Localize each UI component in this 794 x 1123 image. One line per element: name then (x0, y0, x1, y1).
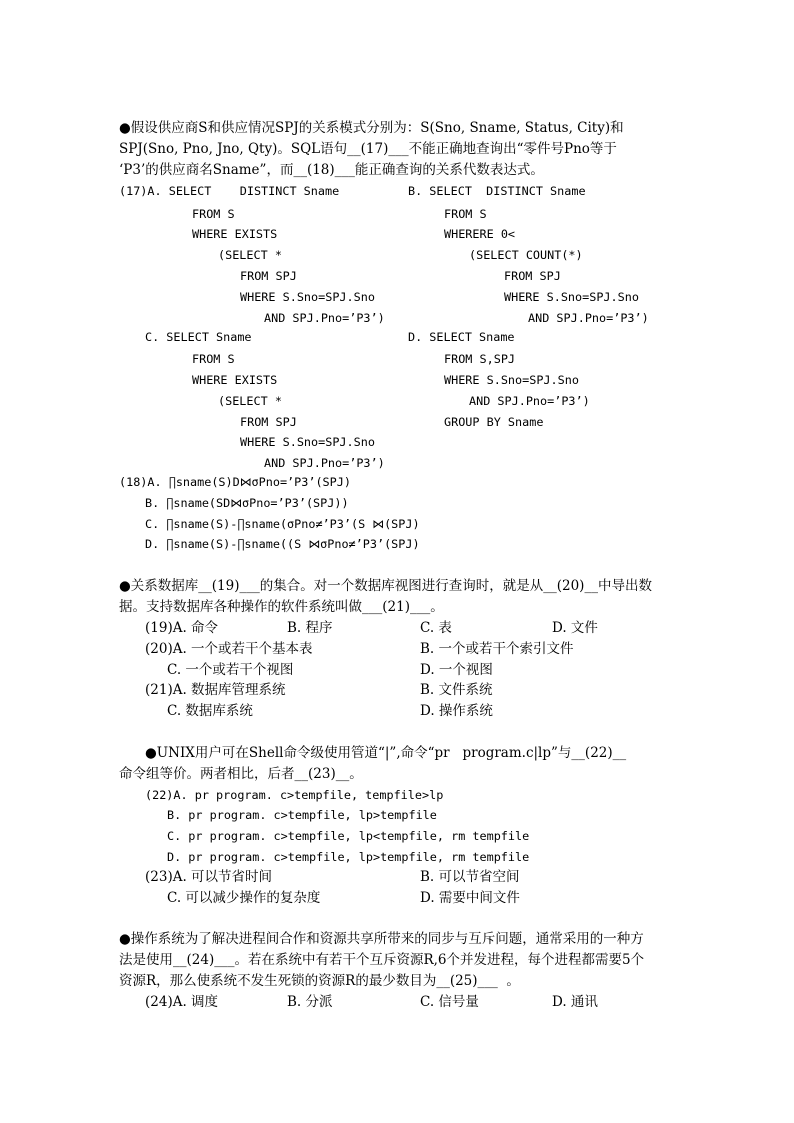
q24-option-b: B. 分派 (287, 994, 333, 1010)
q24-option-a: (24)A. 调度 (145, 994, 219, 1010)
q24-option-c: C. 信号量 (420, 994, 479, 1010)
q17-option-c-line: WHERE S.Sno=SPJ.Sno (240, 435, 375, 449)
q17-option-a-line: FROM SPJ (240, 269, 297, 283)
q17-option-a-line: WHERE EXISTS (192, 227, 278, 241)
q22-option-a: (22)A. pr program. c>tempfile, tempfile>lp (145, 788, 444, 802)
q4-stem-line-3: 资源R，那么使系统不发生死锁的资源R的最少数目为__(25)___ 。 (119, 973, 520, 989)
q23-option-b: B. 可以节省空间 (420, 869, 520, 885)
q22-option-b: B. pr program. c>tempfile, lp>tempfile (167, 808, 437, 822)
q3-stem-line-1: ●UNIX用户可在Shell命令级使用管道“|”,命令“pr program.c|lp”与__(22)__ (145, 745, 627, 761)
q2-stem-line-1: ●关系数据库__(19)___的集合。对一个数据库视图进行查询时，就是从__(20)__中导出数 (119, 578, 652, 594)
q21-option-c: C. 数据库系统 (167, 703, 253, 719)
q17-option-a-line: (SELECT * (218, 248, 282, 262)
q18-option-a: (18)A. ∏sname(S)D⋈σPno=’P3’(SPJ) (119, 475, 351, 489)
q22-option-d: D. pr program. c>tempfile, lp>tempfile, rm tempfile (167, 850, 530, 864)
q17-option-c-line: AND SPJ.Pno=’P3’) (264, 456, 385, 470)
q17-option-c-line: C. SELECT Sname (145, 330, 252, 344)
q2-stem-line-2: 据。支持数据库各种操作的软件系统叫做___(21)___。 (119, 599, 444, 615)
q4-stem-line-2: 法是使用__(24)___。若在系统中有若干个互斥资源R,6个并发进程，每个进程都需要5个 (119, 952, 645, 968)
q23-option-a: (23)A. 可以节省时间 (145, 869, 273, 885)
q17-option-b-line: AND SPJ.Pno=’P3’) (528, 311, 649, 325)
q17-option-b-line: WHERERE 0< (444, 227, 516, 241)
q21-option-b: B. 文件系统 (420, 682, 493, 698)
q20-option-a: (20)A. 一个或若干个基本表 (145, 641, 313, 657)
q22-option-c: C. pr program. c>tempfile, lp<tempfile, rm tempfile (167, 829, 530, 843)
q17-option-d-line: D. SELECT Sname (408, 330, 515, 344)
q17-option-b-line: B. SELECT DISTINCT Sname (408, 184, 586, 198)
q17-option-c-line: (SELECT * (218, 394, 282, 408)
q21-option-d: D. 操作系统 (420, 703, 493, 719)
q20-option-c: C. 一个或若干个视图 (167, 662, 294, 678)
q17-option-b-line: (SELECT COUNT(*) (469, 248, 583, 262)
q23-option-d: D. 需要中间文件 (420, 890, 520, 906)
q17-option-b-line: FROM SPJ (504, 269, 561, 283)
q17-option-a-line: AND SPJ.Pno=’P3’) (264, 311, 385, 325)
q19-option-a: (19)A. 命令 (145, 620, 219, 636)
q17-option-c-line: FROM SPJ (240, 415, 297, 429)
q23-option-c: C. 可以减少操作的复杂度 (167, 890, 321, 906)
q17-option-c-line: WHERE EXISTS (192, 373, 278, 387)
q17-option-d-line: AND SPJ.Pno=’P3’) (469, 394, 590, 408)
q4-stem-line-1: ●操作系统为了解决进程间合作和资源共享所带来的同步与互斥问题，通常采用的一种方 (119, 931, 644, 947)
q17-option-d-line: FROM S,SPJ (444, 352, 516, 366)
q17-option-a-line: FROM S (192, 207, 235, 221)
q17-option-b-line: WHERE S.Sno=SPJ.Sno (504, 290, 639, 304)
q17-option-c-line: FROM S (192, 352, 235, 366)
q20-option-b: B. 一个或若干个索引文件 (420, 641, 574, 657)
q1-stem-line-1: ●假设供应商S和供应情况SPJ的关系模式分别为：S(Sno, Sname, Status, City)和 (119, 120, 624, 136)
q17-option-a-line: WHERE S.Sno=SPJ.Sno (240, 290, 375, 304)
q18-option-b: B. ∏sname(SD⋈σPno=’P3’(SPJ)) (145, 496, 349, 510)
q1-stem-line-3: ‘P3’的供应商名Sname”，而__(18)___能正确查询的关系代数表达式。 (119, 162, 544, 178)
q18-option-c: C. ∏sname(S)-∏sname(σPno≠’P3’(S ⋈(SPJ) (145, 517, 420, 531)
q17-option-d-line: WHERE S.Sno=SPJ.Sno (444, 373, 579, 387)
q1-stem-line-2: SPJ(Sno, Pno, Jno, Qty)。SQL语句__(17)___不能正确地查询出“零件号Pno等于 (119, 141, 617, 157)
q20-option-d: D. 一个视图 (420, 662, 493, 678)
q17-option-b-line: FROM S (444, 207, 487, 221)
q19-option-d: D. 文件 (552, 620, 598, 636)
q3-stem-line-2: 命令组等价。两者相比，后者__(23)__。 (119, 766, 363, 782)
q18-option-d: D. ∏sname(S)-∏sname((S ⋈σPno≠’P3’(SPJ) (145, 537, 420, 551)
q17-option-d-line: GROUP BY Sname (444, 415, 544, 429)
q19-option-c: C. 表 (420, 620, 452, 636)
q17-option-a-line: (17)A. SELECT DISTINCT Sname (119, 184, 340, 198)
q24-option-d: D. 通讯 (552, 994, 598, 1010)
q21-option-a: (21)A. 数据库管理系统 (145, 682, 286, 698)
q19-option-b: B. 程序 (287, 620, 333, 636)
